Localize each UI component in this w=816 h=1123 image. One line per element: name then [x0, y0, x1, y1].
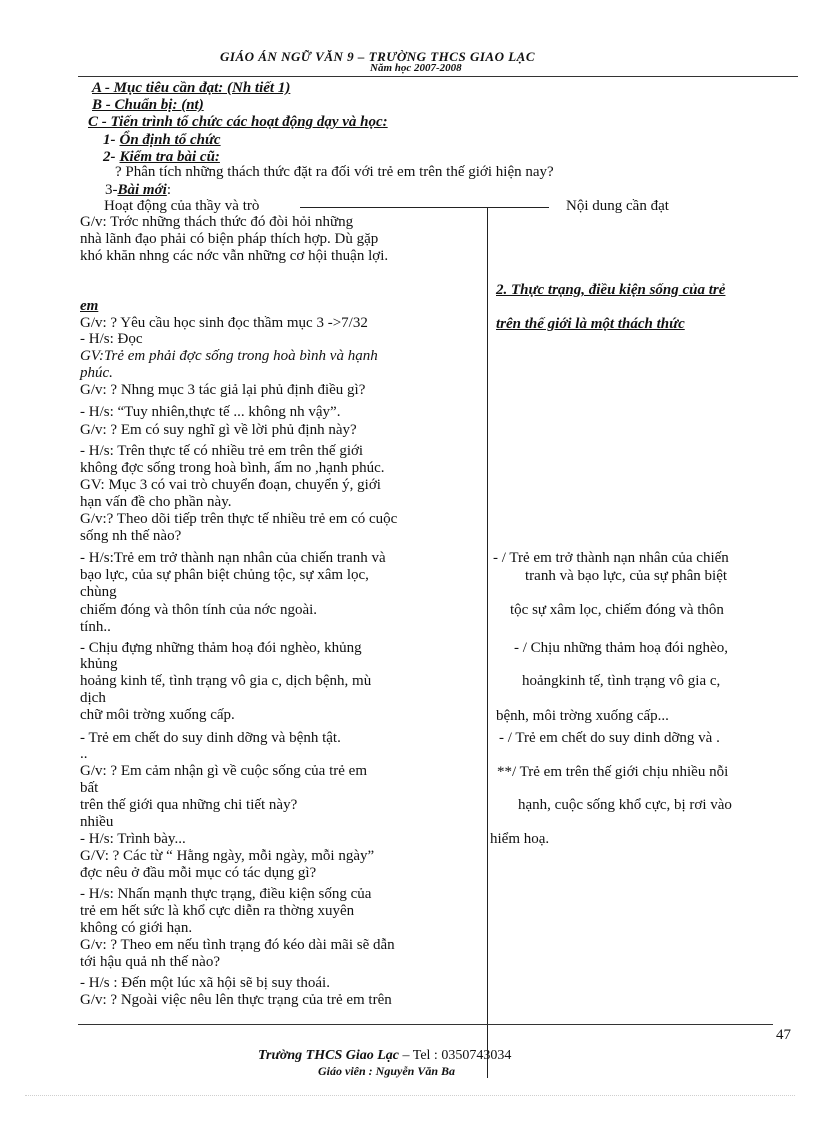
left-line: - H/s: “Tuy nhiên,thực tế ... không nh vậy”.: [80, 404, 341, 420]
right-heading-line: trên thế giới là một thách thức: [496, 316, 685, 332]
right-line: hoảngkinh tế, tình trạng vô gia c,: [522, 673, 721, 689]
left-line: trên thế giới qua những chi tiết này?: [80, 797, 298, 813]
left-line: dịch: [80, 690, 106, 706]
bottom-rule: [78, 1024, 773, 1025]
review-question: ? Phân tích những thách thức đặt ra đối với trẻ em trên thế giới hiện nay?: [115, 164, 554, 180]
left-line: G/v: ? Em có suy nghĩ gì về lời phủ định này?: [80, 422, 357, 438]
right-line: tộc sự xâm lọc, chiếm đóng và thôn: [510, 602, 724, 618]
page-number: 47: [776, 1027, 791, 1043]
left-line: khó khăn nhng các nớc vẫn những cơ hội thuận lợi.: [80, 248, 389, 264]
page-edge-dotted-line: [25, 1095, 795, 1096]
left-line: hạn vấn đề cho phần này.: [80, 494, 232, 510]
left-line: tính..: [80, 619, 111, 635]
left-line: GV:Trẻ em phải đợc sống trong hoà bình và hạnh: [80, 348, 378, 364]
left-line: G/v: ? Ngoài việc nêu lên thực trạng của trẻ em trên: [80, 992, 392, 1008]
section-b: B - Chuẩn bị: (nt): [92, 97, 204, 113]
left-line: G/v:? Theo dõi tiếp trên thực tế nhiều trẻ em có cuộc: [80, 511, 398, 527]
left-line: chữ môi trờng xuống cấp.: [80, 707, 235, 723]
right-line: - / Trẻ em trở thành nạn nhân của chiến: [493, 550, 729, 566]
left-line: sống nh thế nào?: [80, 528, 182, 544]
left-line: tới hậu quả nh thế nào?: [80, 954, 220, 970]
right-line: bệnh, môi trờng xuống cấp...: [496, 708, 669, 724]
header-year: Năm học 2007-2008: [370, 62, 462, 74]
right-line: hiểm hoạ.: [490, 831, 550, 847]
subsection-1-number: 1-: [103, 132, 116, 148]
left-line: G/V: ? Các từ “ Hằng ngày, mỗi ngày, mỗi ngày”: [80, 848, 375, 864]
column-divider: [487, 208, 488, 1078]
left-line: - H/s: Nhấn mạnh thực trạng, điều kiện sống của: [80, 886, 372, 902]
left-line: GV: Mục 3 có vai trò chuyển đoạn, chuyển ý, giới: [80, 477, 381, 493]
left-line: G/v: ? Nhng mục 3 tác giả lại phủ định điều gì?: [80, 382, 366, 398]
right-line: - / Trẻ em chết do suy dinh dỡng và .: [499, 730, 720, 746]
left-line: G/v: ? Yêu cầu học sinh đọc thầm mục 3 ->7/32: [80, 315, 368, 331]
left-line: nhiều: [80, 814, 114, 830]
subsection-2-title: Kiểm tra bài cũ:: [119, 149, 220, 165]
section-a: A - Mục tiêu cần đạt: (Nh tiết 1): [92, 80, 291, 96]
right-line: hạnh, cuộc sống khổ cực, bị rơi vào: [518, 797, 732, 813]
left-line: em: [80, 298, 99, 314]
left-line: khủng: [80, 656, 118, 672]
right-line: tranh và bạo lực, của sự phân biệt: [525, 568, 728, 584]
subsection-3: [105, 181, 171, 199]
left-line: chùng: [80, 584, 117, 600]
left-line: - H/s: Đọc: [80, 331, 143, 347]
subsection-3-number: 3-: [105, 182, 118, 198]
left-line: nhà lãnh đạo phải có biện pháp thích hợp. Dù gặp: [80, 231, 379, 247]
footer-teacher: Giáo viên : Nguyễn Văn Ba: [318, 1064, 456, 1078]
left-line: G/v: ? Theo em nếu tình trạng đó kéo dài mãi sẽ dẫn: [80, 937, 395, 953]
left-line: ..: [80, 746, 88, 762]
left-line: G/v: Trớc những thách thức đó đòi hỏi những: [80, 214, 354, 230]
left-line: chiếm đóng và thôn tính của nớc ngoài.: [80, 602, 318, 618]
left-line: phúc.: [80, 365, 113, 381]
left-line: đợc nêu ở đầu mỗi mục có tác dụng gì?: [80, 865, 317, 881]
subsection-3-colon: :: [166, 182, 171, 198]
left-line: - Chịu đựng những thảm hoạ đói nghèo, khủng: [80, 640, 362, 656]
header-title: GIÁO ÁN NGỮ VĂN 9 – TRƯỜNG THCS GIAO LẠC: [220, 49, 535, 64]
right-line: **/ Trẻ em trên thế giới chịu nhiều nỗi: [497, 764, 729, 780]
left-column-heading: Hoạt động của thầy và trò: [104, 198, 260, 214]
left-line: - H/s : Đến một lúc xã hội sẽ bị suy thoái.: [80, 975, 330, 991]
subsection-1: [103, 131, 221, 149]
footer-line: [258, 1046, 511, 1064]
right-line: - / Chịu những thảm hoạ đói nghèo,: [514, 640, 728, 656]
subsection-1-title: Ổn định tổ chức: [119, 132, 221, 148]
right-column-heading: Nội dung cần đạt: [566, 198, 669, 214]
left-line: hoảng kinh tế, tình trạng vô gia c, dịch bệnh, mù: [80, 673, 372, 689]
left-line: - Trẻ em chết do suy dinh dỡng và bệnh tật.: [80, 730, 341, 746]
left-line: G/v: ? Em cảm nhận gì về cuộc sống của trẻ em: [80, 763, 367, 779]
left-line: - H/s: Trình bày...: [80, 831, 186, 847]
footer-tel: – Tel : 0350743034: [399, 1048, 512, 1063]
left-line: không đợc sống trong hoà bình, ấm no ,hạnh phúc.: [80, 460, 385, 476]
header-rule: [78, 76, 798, 77]
footer-school: Trường THCS Giao Lạc: [258, 1048, 399, 1063]
subsection-3-title: Bài mới: [117, 182, 167, 198]
left-line: bất: [80, 780, 99, 796]
heading-connector-line: [300, 207, 549, 208]
left-line: không có giới hạn.: [80, 920, 193, 936]
left-line: bạo lực, của sự phân biệt chủng tộc, sự xâm lọc,: [80, 567, 369, 583]
subsection-2-number: 2-: [103, 149, 116, 165]
left-line: trẻ em hết sức là khổ cực diễn ra thờng xuyên: [80, 903, 355, 919]
section-c: C - Tiến trình tổ chức các hoạt động dạy và học:: [88, 114, 388, 130]
left-line: - H/s: Trên thực tế có nhiều trẻ em trên thế giới: [80, 443, 364, 459]
right-heading-line: 2. Thực trạng, điều kiện sống của trẻ: [496, 282, 726, 298]
left-line: - H/s:Trẻ em trở thành nạn nhân của chiến tranh và: [80, 550, 386, 566]
